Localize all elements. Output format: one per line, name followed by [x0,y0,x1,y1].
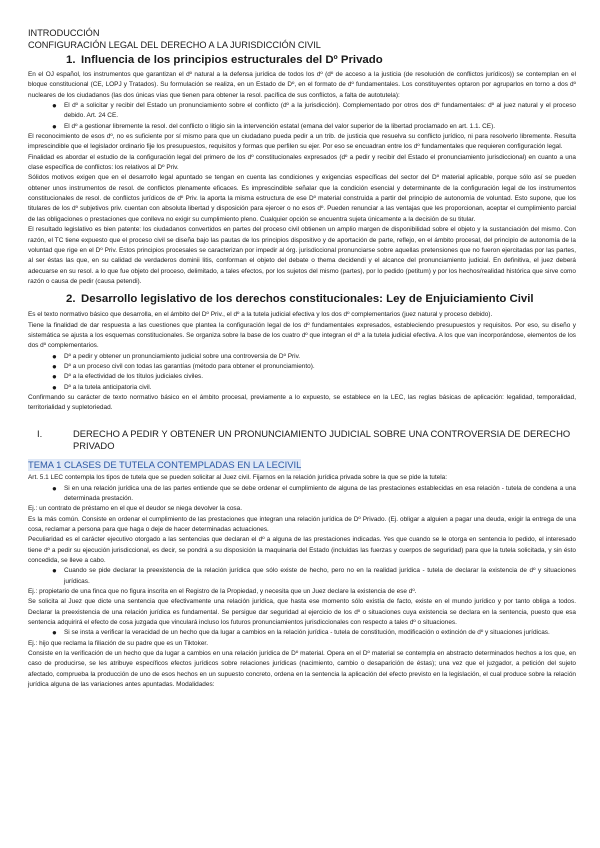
s1-paragraph-5: El resultado legislativo es bien patente: los ciudadanos convertidos en partes del proceso civil obtienen un amplio margen de disponibilidad sobre el objeto y la sustanciación del mismo. Con razón, el TC tiene expuesto que el proceso civil se diseña bajo las pautas de los principios dispositivo y de aportación de parte, reflejo, en el ámbito procesal, del principio de autonomía de la voluntad que rige en el Dº Priv. Estos principios procesales se caracterizan por impedir al órg. jurisdiccional pronunciarse sobre aquellas pretensiones que no fueron ejercitadas por las partes, al ser éstas las que, en su calidad de verdaderos dominii litis, conforman el objeto del debate o thema decidendi y el alcance del pronunciamiento judicial. En definitiva, el juez deberá adecuarse en su resol. a lo que fue objeto del proceso, delimitado, a tales efectos, por los sujetos del mismo (partes), por lo pedido (petitum) y por los hechos/realidad histórica que sirve como razón o causa de pedir (causa petendi). [28,226,576,285]
section-2-number: 2. [66,293,76,306]
section-1-title: Influencia de los principios estructurales del Dº Privado [81,54,383,66]
s1-paragraph-3: Finalidad es abordar el estudio de la configuración legal del primero de los dº constitucionales expresados (dº a pedir y recibir del Estado el pronunciamiento jurisdiccional) en cuanto a una clase específica de conflictos: los relativos al Dº Priv. [28,153,576,172]
s2-bullet-list [28,352,576,393]
list-item: ● El dº a solicitar y recibir del Estado un pronunciamiento sobre el conflicto (dº a la jurisdicción). Complementado por otros dos dº fundamentales: dº al juez natural y el proceso debido. Art. 24 CE. [52,101,576,120]
bullet-icon: ● [52,382,57,392]
section-i-number: I. [37,427,43,439]
section-1-heading [66,53,576,67]
t1-bullet-1-list [28,484,576,505]
tema-1-heading: TEMA 1 CLASES DE TUTELA CONTEMPLADAS EN LA LECIVIL [28,459,302,471]
t1-paragraph-8: Consiste en la verificación de un hecho que da lugar a cambios en una relación jurídica de Dº material. Opera en el Dº material se contempla en abstracto determinados hechos a los que, en caso de producirse, se les atribuye específicos efectos jurídicos sobre relaciones jurídicas (nacimiento, cambio o desaparición de éstas); una vez que el juzgador, a petición del sujeto afectado, comprueba la producción de uno de esos hechos en un supuesto concreto, ordena en la sentencia la aplicación del efecto previsto en la legislación, el cual produce sobre la relación jurídica alguna de las variaciones antes apuntadas. Modalidades: [28,650,576,689]
bullet-icon: ● [52,628,57,638]
s1-paragraph-2: El reconocimiento de esos dº, no es suficiente por sí mismo para que un ciudadano pueda pedir a un trib. de justicia que resuelva su conflicto jurídico, ni para resolverlo libremente. Resulta imprescindible que el legislador ordinario fije los presupuestos, requisitos y formas que perfilen su ejer. Por eso se encuadran entre los dº fundamentales que requieren configuración legal. [28,133,576,151]
list-item: ● El dº a gestionar libremente la resol. del conflicto o litigio sin la intervención estatal (emana del valor superior de la libertad proclamado en art. 1.1. CE). [52,121,496,131]
t1-paragraph-7: Ej.: hijo que reclama la filiación de su padre que es un Tiktoker. [28,639,208,647]
t1-bullet-2-list [28,566,576,587]
t1-paragraph-2: Ej.: un contrato de préstamo en el que el deudor se niega devolver la cosa. [28,505,243,513]
list-item: ● Si en una relación jurídica una de las partes entiende que se debe ordenar el cumplimiento de alguna de las prestaciones establecidas en esa relación - tutela de condena a una determinada prestación. [52,483,576,502]
list-item: ● Dº a un proceso civil con todas las garantías (método para obtener el pronunciamiento). [52,361,315,371]
s2-paragraph-1: Es el texto normativo básico que desarrolla, en el ámbito del Dº Priv., el dº a la tutela judicial efectiva y los dos dº complementarios (juez natural y proceso debido). [28,311,493,319]
bullet-icon: ● [52,566,57,576]
bullet-icon: ● [52,351,57,361]
bullet-icon: ● [52,483,57,493]
s2-paragraph-2: Tiene la finalidad de dar respuesta a las cuestiones que plantea la configuración legal de los dº fundamentales expresados, estableciendo presupuestos y requisitos. Por eso, su diseño y sistemática se ajusta a los esquemas constitucionales. Se organiza sobre la base de los cuatro dº que integran el dº a la tutela judicial efectiva. A los que van incorporándose, elementos de los dos dº complementarios. [28,321,576,350]
t1-paragraph-5: Ej.: propietario de una finca que no figura inscrita en el Registro de la Propiedad, y necesita que un Juez declare la existencia de ese dº. [28,588,417,596]
s1-bullet-list [28,101,576,132]
t1-paragraph-3: Es la más común. Consiste en ordenar el cumplimiento de las prestaciones que integran una relación jurídica de Dº Privado. (Ej. obligar a alguien a pagar una deuda, exigir la entrega de una cosa, reclamar a persona para que haga o deje de hacer determinadas actuaciones. [28,515,576,533]
t1-paragraph-6: Se solicita al Juez que dicte una sentencia que efectivamente una relación jurídica, que hasta ese momento sólo existía de facto, existe en el mundo jurídico y por tanto obliga a todos. Declarar la preexistencia de una relación jurídica es fundamental. Se persigue dar seguridad al ejercicio de los dº o situaciones cuya existencia se declara en la sentencia, puesto que esa sentencia adquirirá el efecto de cosa juzgada que vinculará incluso los futuros pronunciamientos jurisdiccionales con respecto a tales dº o situaciones. [28,598,576,627]
list-item: ● Si se insta a verificar la veracidad de un hecho que da lugar a cambios en la relación jurídica - tutela de constitución, modificación o extinción de dº y situaciones jurídicas. [52,628,550,638]
list-item: ● Dº a pedir y obtener un pronunciamiento judicial sobre una controversia de Dº Priv. [52,351,301,361]
section-i-heading [28,428,576,454]
intro-heading: INTRODUCCIÓN [28,28,100,38]
section-2-heading [66,292,576,306]
section-2-title: Desarrollo legislativo de los derechos constitucionales: Ley de Enjuiciamiento Civil [81,293,534,306]
config-heading: CONFIGURACIÓN LEGAL DEL DERECHO A LA JURISDICCIÓN CIVIL [28,40,321,50]
t1-paragraph-1: Art. 5.1 LEC contempla los tipos de tutela que se pueden solicitar al Juez civil. Fijarnos en la relación jurídica privada sobre la que se pide la tutela: [28,474,448,482]
bullet-icon: ● [52,361,57,371]
section-1-number: 1. [66,54,76,66]
bullet-icon: ● [52,101,57,111]
document-page [28,27,576,690]
s1-paragraph-1: En el OJ español, los instrumentos que garantizan el dº natural a la defensa jurídica de todos los dº (dº de acceso a la justicia (de resolución de conflictos jurídicos)) se contemplan en el bloque constitucional (CE, LOPJ y Tratados). Su formulación se realiza, en un Estado de Dº, en el formato de dº fundamentales. Los constituyentes optaron por agruparlos en torno a dos dº nucleares de los ciudadanos (las dos únicas vías que tienen para obtener la resol. pacífica de sus conflictos, a falta de autotutela): [28,71,576,99]
t1-paragraph-4: Peculiaridad es el carácter ejecutivo otorgado a las sentencias que declaran el dº a alguna de las prestaciones indicadas. Yes que cuando se le otorga en sentencia lo pedido, el interesado tiene dº a pedir su ejecución jurisdiccional, es decir, se pondrá a su disposición la maquinaria del Estado (incluidas las fuerzas y cuerpos de seguridad) para que la tutela solicitada, y sin ésto concedida, se lleve a cabo. [28,536,576,564]
list-item: ● Dº a la efectividad de los títulos judiciales civiles. [52,372,204,382]
list-item: ● Dº a la tutela anticipatoria civil. [52,382,152,392]
s2-paragraph-3: Confirmando su carácter de texto normativo básico en el ámbito procesal, previamente a lo expuesto, se establece en la LEC, las reglas básicas de aplicación: legalidad, temporalidad, territorialidad y supletoriedad. [28,393,576,412]
section-i-title: DERECHO A PEDIR Y OBTENER UN PRONUNCIAMIENTO JUDICIAL SOBRE UNA CONTROVERSIA DE DERECHO PRIVADO [73,427,571,452]
bullet-icon: ● [52,121,57,131]
list-item: ● Cuando se pide declarar la preexistencia de la relación jurídica que sólo existe de hecho, pero no en la realidad jurídica - tutela de declarar la existencia de dº y situaciones jurídicas. [52,566,576,585]
bullet-icon: ● [52,372,57,382]
s1-paragraph-4: Sólidos motivos exigen que en el desarrollo legal apuntado se tengan en cuenta las condiciones y exigencias específicas del sector del Dº material aplicable, porque sólo así se pueden obtener unos instrumentos de resol. de conflictos plenamente eficaces. Es imprescindible señalar que la condición esencial y determinante de la configuración legal de los instrumentos constitucionales de resol. de conflictos jurídicos de dº Priv. la aporta la misma estructura de ese Dº material construida a partir del principio de autonomía de voluntad. Esto supone, que los titulares de los dº subjetivos priv. cuentan con absoluta libertad y disposición para ejercer o no esos dº. Pueden renunciar a las ventajas que les proporcionan, aceptar el cumplimiento parcial de las obligaciones o prestaciones que conlleva no exigir su cumplimiento pleno. Cualquier opción se encuentra sujeta únicamente a la decisión de su titular. [28,174,576,223]
t1-bullet-3-list [28,628,576,638]
